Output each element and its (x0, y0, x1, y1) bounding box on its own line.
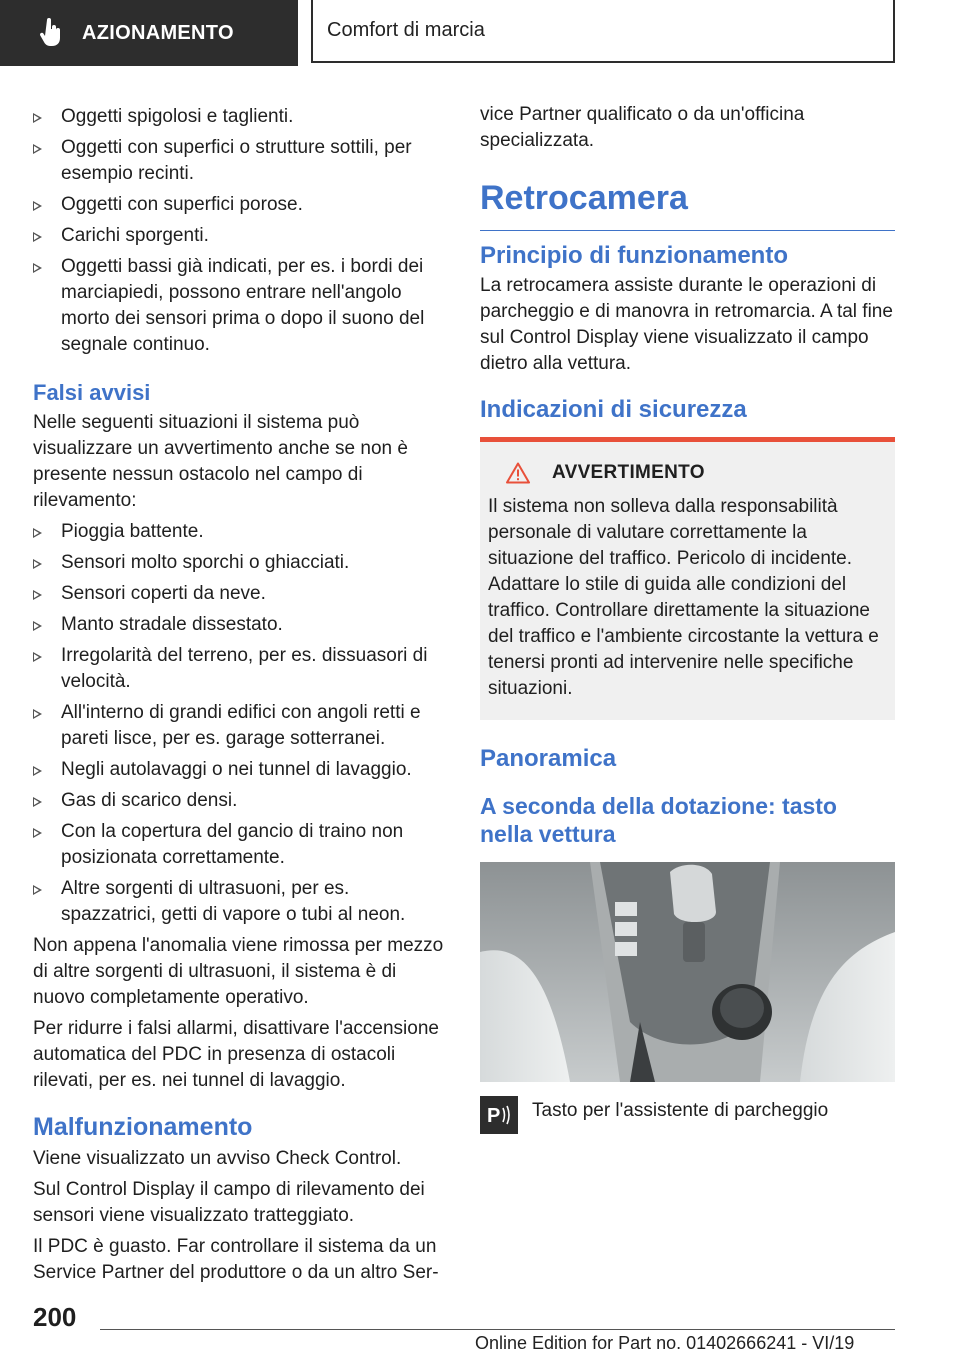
false-alarms-intro: Nelle seguenti situazioni il sistema può visualizzare un avvertimento anche se non è presente nessun ostacolo nel campo di rilevamento: (33, 412, 408, 511)
triangle-bullet-icon (33, 559, 42, 569)
list-item: Pioggia battente. (33, 519, 448, 545)
footer-divider (100, 1329, 895, 1330)
triangle-bullet-icon (33, 709, 42, 719)
triangle-bullet-icon (33, 766, 42, 776)
triangle-bullet-icon (33, 263, 42, 273)
object-bullet-list (33, 104, 448, 358)
triangle-bullet-icon (33, 232, 42, 242)
photo-caption (480, 1096, 895, 1134)
triangle-bullet-icon (33, 797, 42, 807)
warning-box (480, 437, 895, 720)
warning-text: Il sistema non solleva dalla responsabilità personale di valutare correttamente la situazione del traffico. Pericolo di incidente. Adattare lo stile di guida alle condizioni del traffico. Controllare direttamente la situazione del traffico e l'ambiente circostante la vettura e tenersi pronti ad intervenire nelle specifiche situazioni. (488, 496, 879, 699)
list-item: Irregolarità del terreno, per es. dissuasori di velocità. (33, 643, 448, 695)
warning-triangle-icon (506, 462, 530, 484)
triangle-bullet-icon (33, 828, 42, 838)
list-item: Gas di scarico densi. (33, 788, 448, 814)
list-item: Sensori molto sporchi o ghiacciati. (33, 550, 448, 576)
warning-header (506, 460, 885, 486)
false-alarms-para1: Non appena l'anomalia viene rimossa per mezzo di altre sorgenti di ultrasuoni, il sistema è di nuovo completamente operativo. (33, 935, 444, 1008)
list-item: Manto stradale dissestato. (33, 612, 448, 638)
page-header (0, 0, 960, 66)
list-item: Altre sorgenti di ultrasuoni, per es. spazzatrici, getti di vapore o tubi al neon. (33, 876, 448, 928)
list-item: Oggetti con superfici o strutture sottili, per esempio recinti. (33, 135, 448, 187)
malfunction-para3: Il PDC è guasto. Far controllare il sistema da un Service Partner del produttore o da un altro Ser- (33, 1236, 439, 1283)
triangle-bullet-icon (33, 885, 42, 895)
continuation-text: vice Partner qualificato o da un'officina specializzata. (480, 104, 805, 151)
list-item: Oggetti spigolosi e taglienti. (33, 104, 448, 130)
list-item: All'interno di grandi edifici con angoli retti e pareti lisce, per es. garage sotterranei. (33, 700, 448, 752)
right-column (480, 102, 895, 1134)
triangle-bullet-icon (33, 621, 42, 631)
principle-text: La retrocamera assiste durante le operazioni di parcheggio e di manovra in retromarcia. A tal fine sul Control Display viene visualizzato il campo dietro alla vettura. (480, 275, 893, 374)
false-alarms-para2: Per ridurre i falsi allarmi, disattivare l'accensione automatica del PDC in presenza di ostacoli rilevati, per es. nei tunnel di lavaggio. (33, 1018, 439, 1091)
principle-heading: Principio di funzionamento (480, 242, 788, 269)
left-column (33, 104, 448, 1291)
triangle-bullet-icon (33, 113, 42, 123)
overview-heading: Panoramica (480, 745, 617, 772)
overview-subheading: A seconda della dotazione: tasto nella vettura (480, 793, 837, 847)
list-item: Oggetti con superfici porose. (33, 192, 448, 218)
section-tab (0, 0, 298, 66)
triangle-bullet-icon (33, 201, 42, 211)
edition-text: Online Edition for Part no. 01402666241 - VI/19 (475, 1333, 855, 1353)
malfunction-heading: Malfunzionamento (33, 1113, 253, 1141)
list-item: Carichi sporgenti. (33, 223, 448, 249)
triangle-bullet-icon (33, 652, 42, 662)
chapter-label: Comfort di marcia (327, 19, 485, 41)
list-item: Oggetti bassi già indicati, per es. i bordi dei marciapiedi, possono entrare nell'angolo morto dei sensori prima o dopo il suono del segnale continuo. (33, 254, 448, 358)
list-item: Con la copertura del gancio di traino non posizionata correttamente. (33, 819, 448, 871)
false-alarms-heading: Falsi avvisi (33, 380, 151, 405)
center-console-photo (480, 862, 895, 1082)
malfunction-para1: Viene visualizzato un avviso Check Control. (33, 1148, 402, 1169)
triangle-bullet-icon (33, 528, 42, 538)
parking-assistant-icon (480, 1096, 518, 1134)
page-number: 200 (33, 1302, 77, 1332)
malfunction-para2: Sul Control Display il campo di rilevamento dei sensori viene visualizzato tratteggiato. (33, 1179, 425, 1226)
triangle-bullet-icon (33, 590, 42, 600)
list-item: Sensori coperti da neve. (33, 581, 448, 607)
safety-heading: Indicazioni di sicurezza (480, 396, 747, 423)
svg-text:P: P (487, 1105, 501, 1127)
chapter-tab (311, 0, 895, 63)
list-item: Negli autolavaggi o nei tunnel di lavaggio. (33, 757, 448, 783)
caption-text: Tasto per l'assistente di parcheggio (532, 1100, 829, 1121)
section-label: AZIONAMENTO (82, 21, 234, 44)
triangle-bullet-icon (33, 144, 42, 154)
hand-pointer-icon (38, 18, 64, 48)
rear-camera-title: Retrocamera (480, 178, 895, 231)
false-alarms-list (33, 519, 448, 928)
warning-title: AVVERTIMENTO (552, 462, 705, 483)
